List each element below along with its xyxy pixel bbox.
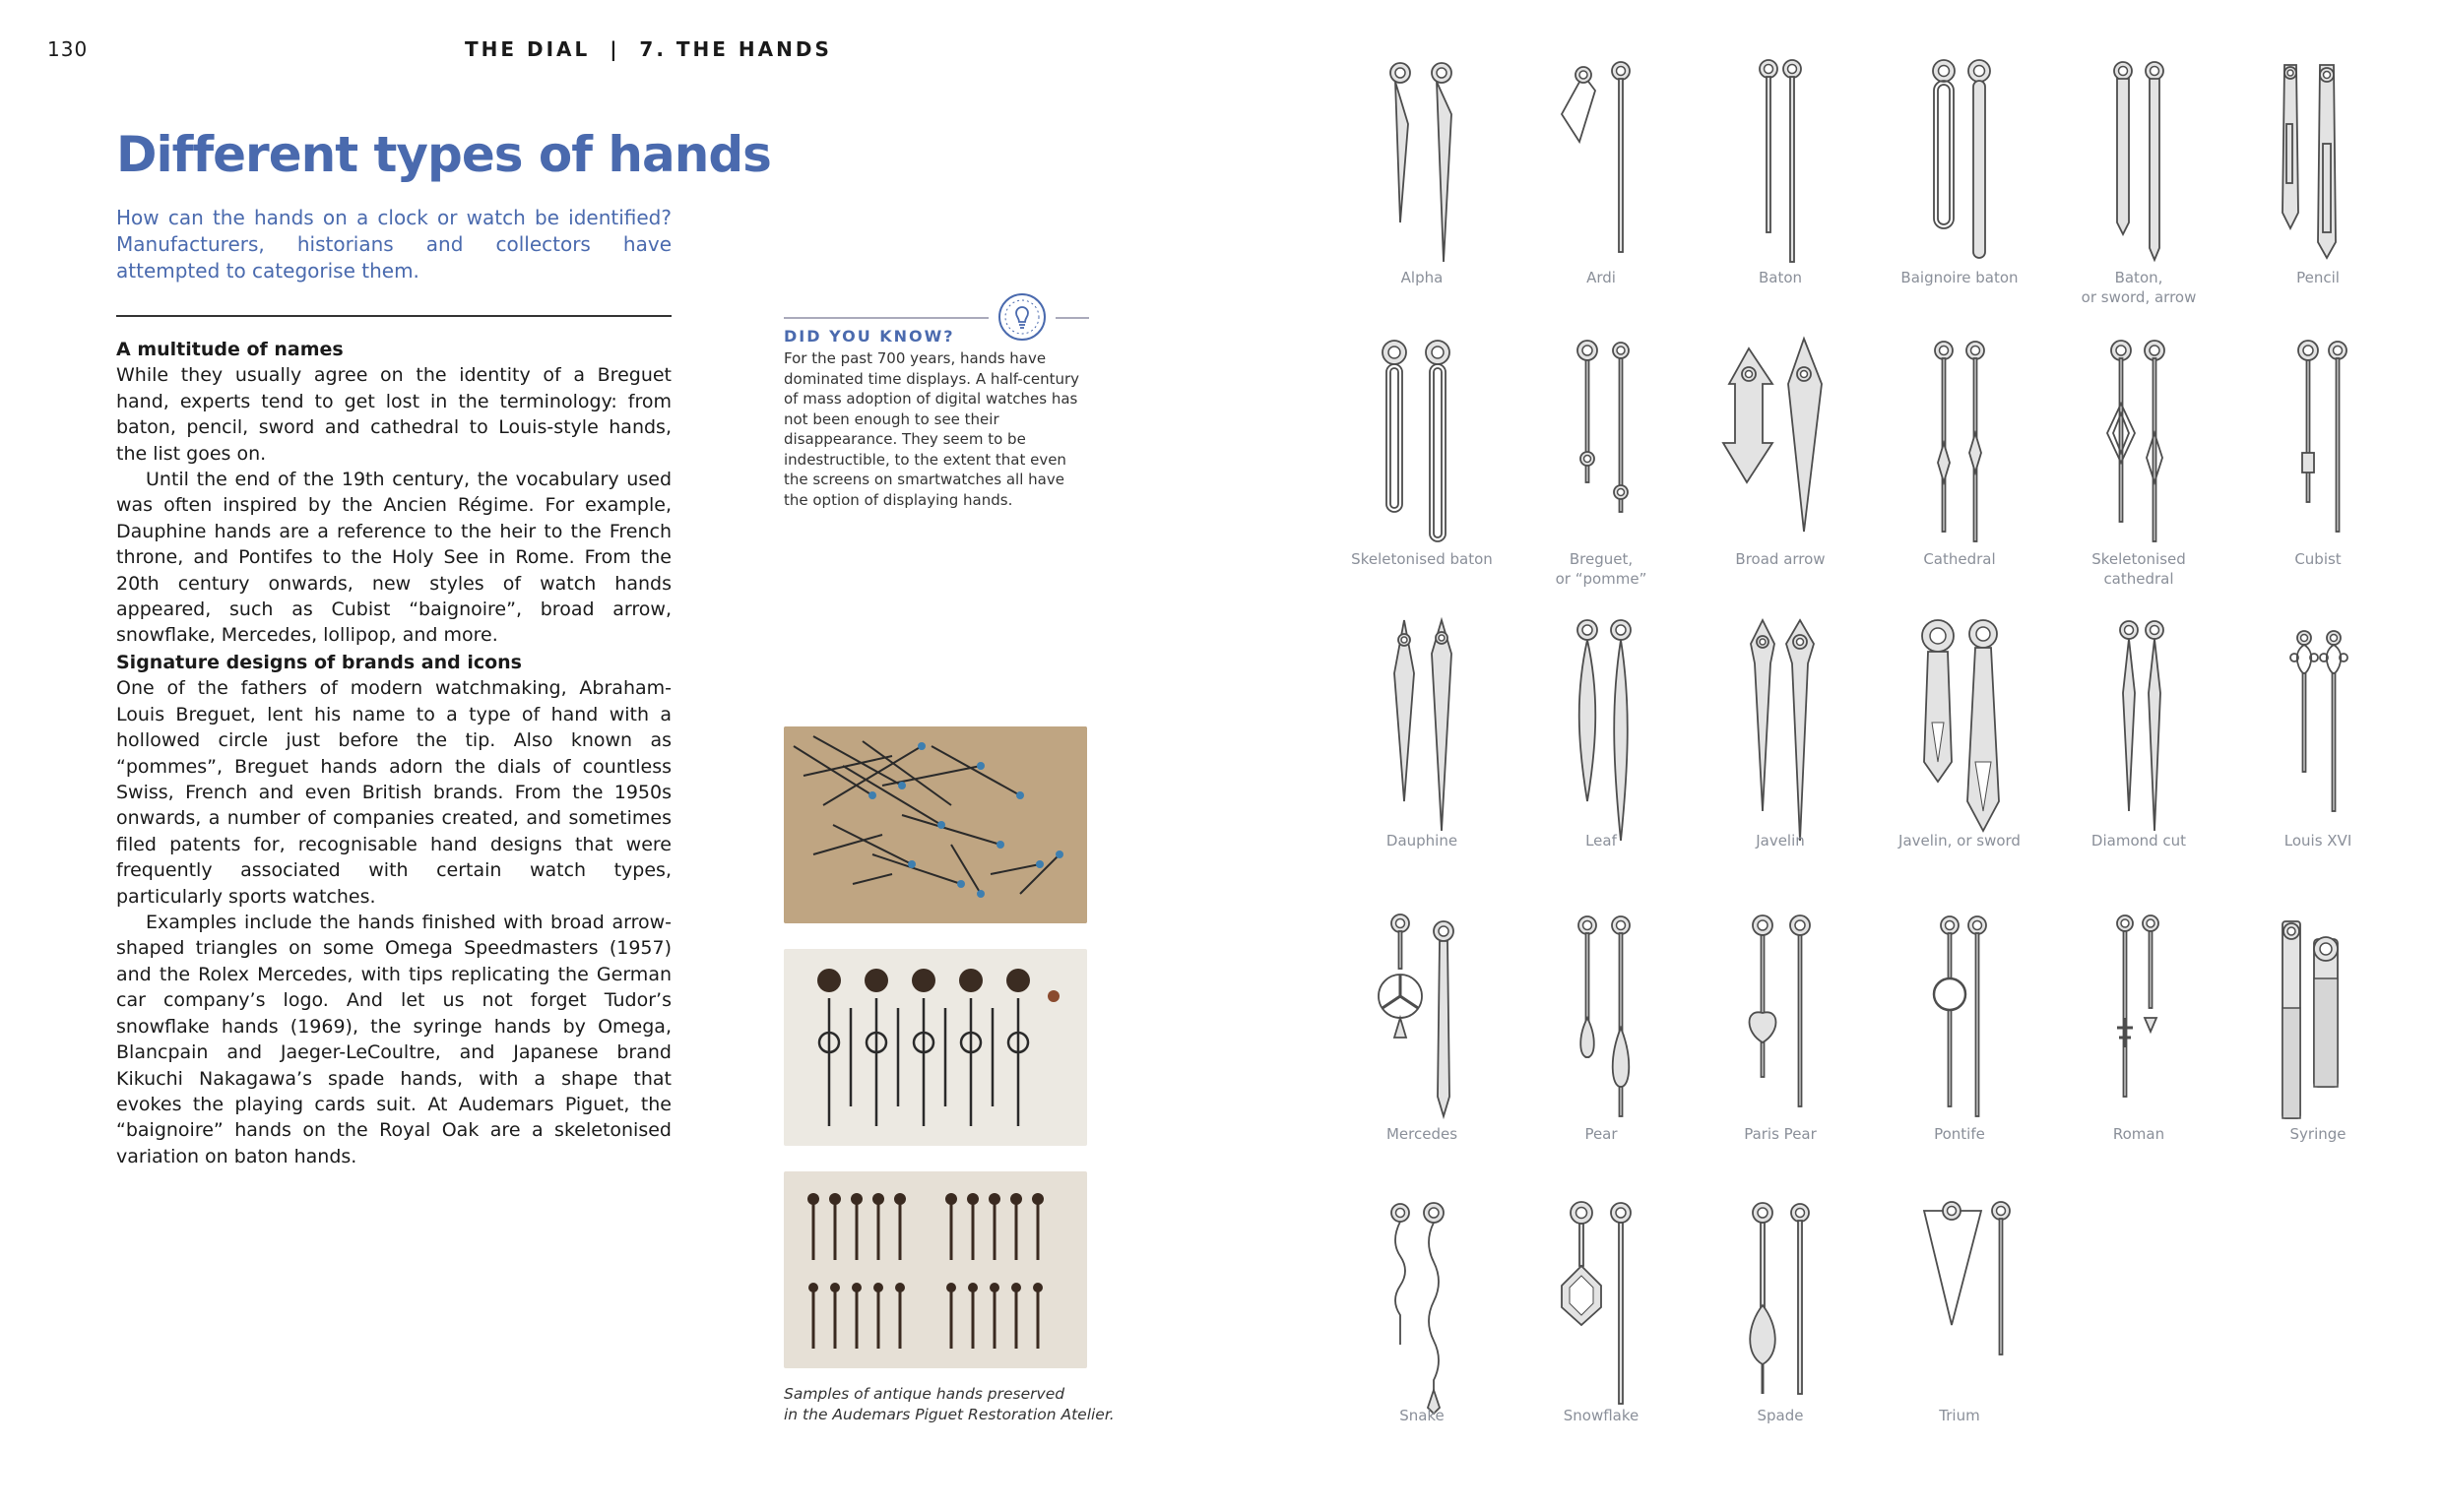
pontife-hand-icon	[1881, 910, 2038, 1136]
hand-type-label	[2040, 268, 2237, 307]
parispear-hand-icon	[1702, 910, 1859, 1136]
hand-type-label	[1323, 1406, 1520, 1425]
hand-type-label	[2219, 831, 2416, 850]
hand-type-label	[1682, 1124, 1879, 1144]
hand-type-roman	[2060, 910, 2218, 1166]
label-line: Roman	[2112, 1125, 2165, 1143]
running-header: THE DIAL | 7. THE HANDS	[465, 37, 832, 61]
hand-type-label	[1861, 1406, 2058, 1425]
hand-type-pontife	[1881, 910, 2038, 1166]
section-heading: A multitude of names	[116, 339, 344, 360]
pencil-hand-icon	[2239, 55, 2397, 282]
label-line: Mercedes	[1385, 1125, 1458, 1143]
hand-type-javsword	[1881, 614, 2038, 870]
hand-type-label	[1503, 1124, 1700, 1144]
label-line: Javelin, or sword	[1898, 832, 2021, 850]
syringe-hand-icon	[2239, 910, 2397, 1136]
divider-rule	[116, 315, 672, 317]
hand-type-skeleton	[1343, 335, 1501, 591]
label-line: or sword, arrow	[2081, 288, 2197, 306]
label-line: Snake	[1399, 1407, 1445, 1424]
hand-type-ardi	[1522, 55, 1680, 311]
label-line: Spade	[1757, 1407, 1804, 1424]
hand-type-cathedral	[1881, 335, 2038, 591]
section-signature-designs	[116, 650, 672, 1169]
hand-type-label	[1682, 1406, 1879, 1425]
hand-type-louis	[2239, 614, 2397, 870]
hand-type-parispear	[1702, 910, 1859, 1166]
hand-type-label	[2040, 549, 2237, 589]
hand-type-syringe	[2239, 910, 2397, 1166]
hand-type-label	[2040, 831, 2237, 850]
label-line: Skeletonised baton	[1351, 550, 1493, 568]
hand-type-label	[1682, 831, 1879, 850]
label-line: Baton,	[2114, 269, 2163, 286]
hand-type-spade	[1702, 1197, 1859, 1453]
hand-type-baignoire	[1881, 55, 2038, 311]
cathedral-hand-icon	[1881, 335, 2038, 561]
intro-paragraph: How can the hands on a clock or watch be identified? Manufacturers, historians and collectors have attempted to categorise them.	[116, 206, 672, 283]
leaf-hand-icon	[1522, 614, 1680, 841]
label-line: Diamond cut	[2090, 832, 2187, 850]
label-line: Pear	[1584, 1125, 1618, 1143]
skeleton-hand-icon	[1343, 335, 1501, 561]
hand-type-skelcathedral	[2060, 335, 2218, 591]
javsword-hand-icon	[1881, 614, 2038, 841]
photo-scattered-hands	[784, 726, 1087, 923]
label-line: Cubist	[2294, 550, 2342, 568]
broadarrow-hand-icon	[1702, 335, 1859, 561]
label-line: cathedral	[2103, 570, 2174, 588]
label-line: Leaf	[1585, 832, 1617, 850]
hand-type-leaf	[1522, 614, 1680, 870]
dauphine-hand-icon	[1343, 614, 1501, 841]
hand-type-snowflake	[1522, 1197, 1680, 1453]
section-heading: Signature designs of brands and icons	[116, 652, 522, 673]
baignoire-hand-icon	[1881, 55, 2038, 282]
label-line: Pencil	[2296, 269, 2340, 286]
louis-hand-icon	[2239, 614, 2397, 841]
paragraph: While they usually agree on the identity of a Breguet hand, experts tend to get lost in the terminology: from baton, pencil, sword and cathedral to Louis-style hands, the list goes on.	[116, 364, 672, 465]
cubist-hand-icon	[2239, 335, 2397, 561]
label-line: Snowflake	[1563, 1407, 1639, 1424]
label-line: Broad arrow	[1735, 550, 1826, 568]
hand-type-sword	[2060, 55, 2218, 311]
hand-type-label	[1503, 549, 1700, 589]
did-you-know-text: For the past 700 years, hands have dominated time displays. A half-century of mass adoption of digital watches has not been enough to see their disappearance. They seem to be indestructible, to the extent that even the screens on smartwatches all have the option of displaying hands.	[784, 349, 1080, 509]
hand-type-baton	[1702, 55, 1859, 311]
hand-type-label	[1503, 831, 1700, 850]
trium-hand-icon	[1881, 1197, 2038, 1423]
snake-hand-icon	[1343, 1197, 1501, 1423]
hand-type-label	[2219, 549, 2416, 569]
paragraph: One of the fathers of modern watchmaking, Abraham-Louis Breguet, lent his name to a type of hand with a hollowed circle just before the tip. Also known as “pommes”, Breguet hands adorn the dials of countless Swiss, French and even British brands. From the 1950s onwards, a number of companies created, and sometimes filed patents for, recognisable hand designs that were frequently associated with certain watch types, particularly sports watches.	[116, 677, 672, 908]
sword-hand-icon	[2060, 55, 2218, 282]
sidebar-rule-right	[1056, 317, 1089, 319]
breguet-hand-icon	[1522, 335, 1680, 561]
photo-hand-samples-card	[784, 949, 1087, 1146]
hand-type-breguet	[1522, 335, 1680, 591]
label-line: or “pomme”	[1555, 570, 1647, 588]
caption-line: Samples of antique hands preserved	[784, 1385, 1065, 1403]
hand-type-label	[1861, 1124, 2058, 1144]
label-line: Skeletonised	[2091, 550, 2186, 568]
hand-type-label	[1503, 268, 1700, 287]
label-line: Cathedral	[1923, 550, 1996, 568]
label-line: Syringe	[2289, 1125, 2347, 1143]
hand-type-snake	[1343, 1197, 1501, 1453]
caption-line: in the Audemars Piguet Restoration Atelier.	[784, 1406, 1115, 1423]
hand-type-label	[1861, 831, 2058, 850]
hand-type-pear	[1522, 910, 1680, 1166]
hand-type-label	[2219, 268, 2416, 287]
label-line: Baton	[1758, 269, 1803, 286]
hand-type-label	[1323, 1124, 1520, 1144]
hand-type-label	[1503, 1406, 1700, 1425]
hand-type-label	[2219, 1124, 2416, 1144]
label-line: Pontife	[1934, 1125, 1985, 1143]
spade-hand-icon	[1702, 1197, 1859, 1423]
photo-caption	[784, 1384, 1119, 1425]
paragraph: Examples include the hands finished with broad arrow-shaped triangles on some Omega Speedmasters (1957) and the Rolex Mercedes, with tips replicating the German car company’s logo. And let us not forget Tudor’s snowflake hands (1969), the syringe hands by Omega, Blancpain and Jaeger-LeCoultre, and Japanese brand Kikuchi Nakagawa’s spade hands, with a shape that evokes the playing cards suit. At Audemars Piguet, the “baignoire” hands on the Royal Oak are a skeletonised variation on baton hands.	[116, 912, 672, 1167]
did-you-know-heading: DID YOU KNOW?	[784, 327, 955, 346]
hand-type-label	[1861, 549, 2058, 569]
lightbulb-icon	[996, 291, 1048, 343]
alpha-hand-icon	[1343, 55, 1501, 282]
baton-hand-icon	[1702, 55, 1859, 282]
paragraph: Until the end of the 19th century, the vocabulary used was often inspired by the Ancien Régime. For example, Dauphine hands are a reference to the heir to the French throne, and Pontifes to the Holy See in Rome. From the 20th century onwards, new styles of watch hands appeared, such as Cubist “baignoire”, broad arrow, snowflake, Mercedes, lollipop, and more.	[116, 469, 672, 647]
hand-type-label	[1861, 268, 2058, 287]
sidebar-rule-left	[784, 317, 989, 319]
hand-type-dauphine	[1343, 614, 1501, 870]
label-line: Dauphine	[1385, 832, 1458, 850]
label-line: Alpha	[1400, 269, 1444, 286]
page-title: Different types of hands	[116, 126, 771, 183]
hand-type-trium	[1881, 1197, 2038, 1453]
photo-antique-hands-rows	[784, 1171, 1087, 1368]
hand-type-diamond	[2060, 614, 2218, 870]
label-line: Baignoire baton	[1900, 269, 2019, 286]
hand-type-javelin	[1702, 614, 1859, 870]
hand-type-label	[2040, 1124, 2237, 1144]
hand-type-alpha	[1343, 55, 1501, 311]
label-line: Paris Pear	[1744, 1125, 1817, 1143]
hand-type-label	[1323, 831, 1520, 850]
mercedes-hand-icon	[1343, 910, 1501, 1136]
ardi-hand-icon	[1522, 55, 1680, 282]
hand-type-label	[1682, 268, 1879, 287]
hand-type-label	[1323, 268, 1520, 287]
section-names	[116, 337, 672, 649]
hand-type-label	[1682, 549, 1879, 569]
hand-type-cubist	[2239, 335, 2397, 591]
page-number: 130	[47, 37, 89, 61]
javelin-hand-icon	[1702, 614, 1859, 841]
roman-hand-icon	[2060, 910, 2218, 1136]
label-line: Trium	[1939, 1407, 1980, 1424]
hand-type-mercedes	[1343, 910, 1501, 1166]
label-line: Javelin	[1756, 832, 1805, 850]
hand-type-broadarrow	[1702, 335, 1859, 591]
label-line: Breguet,	[1569, 550, 1634, 568]
label-line: Louis XVI	[2283, 832, 2352, 850]
hand-type-label	[1323, 549, 1520, 569]
hand-type-pencil	[2239, 55, 2397, 311]
snowflake-hand-icon	[1522, 1197, 1680, 1423]
diamond-hand-icon	[2060, 614, 2218, 841]
label-line: Ardi	[1586, 269, 1616, 286]
skelcathedral-hand-icon	[2060, 335, 2218, 561]
pear-hand-icon	[1522, 910, 1680, 1136]
